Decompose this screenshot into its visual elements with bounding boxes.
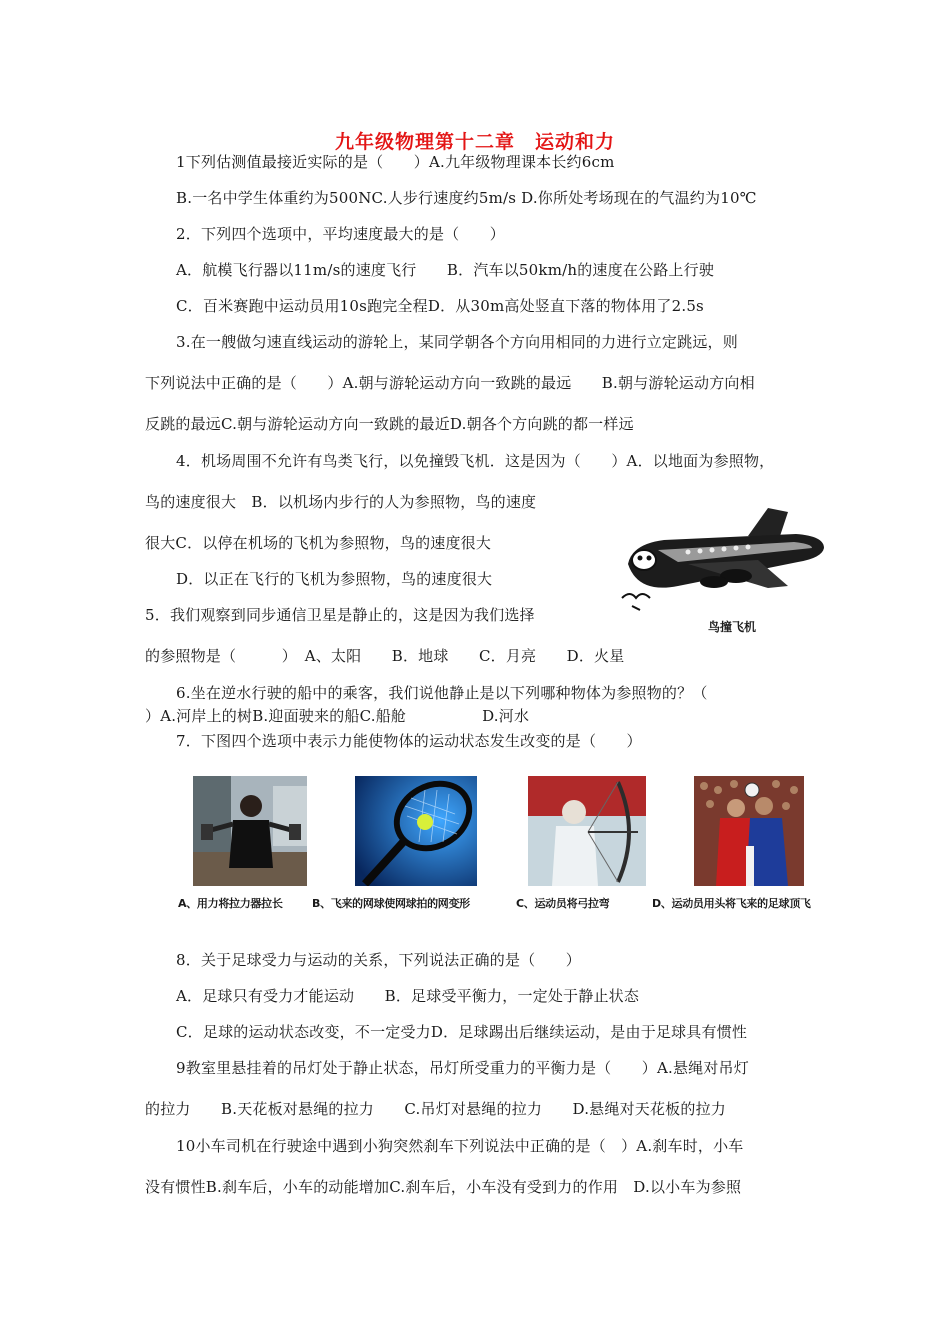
- q4-line-2: 鸟的速度很大 B．以机场内步行的人为参照物，鸟的速度: [145, 493, 537, 511]
- q8-line-1: 8．关于足球受力与运动的关系，下列说法正确的是（ ）: [176, 951, 581, 969]
- q10-line-1: 10小车司机在行驶途中遇到小狗突然刹车下列说法中正确的是（ ）A.刹车时，小车: [176, 1137, 744, 1155]
- q5-line-1: 5．我们观察到同步通信卫星是静止的，这是因为我们选择: [145, 606, 535, 624]
- q8-line-2: A．足球只有受力才能运动 B．足球受平衡力，一定处于静止状态: [176, 987, 640, 1005]
- q3-line-3: 反跳的最远C.朝与游轮运动方向一致跳的最近D.朝各个方向跳的都一样远: [145, 415, 634, 433]
- q3-line-1: 3.在一艘做匀速直线运动的游轮上，某同学朝各个方向用相同的力进行立定跳远，则: [176, 333, 738, 351]
- q3-line-2: 下列说法中正确的是（ ）A.朝与游轮运动方向一致跳的最远 B.朝与游轮运动方向相: [145, 374, 755, 392]
- q2-line-3: C．百米赛跑中运动员用10s跑完全程D．从30m高处竖直下落的物体用了2.5s: [176, 297, 704, 315]
- bird-plane-illustration: [618, 502, 830, 618]
- caption-b: B、飞来的网球使网球拍的网变形: [312, 897, 470, 910]
- photo-archery: [528, 776, 646, 886]
- q4-line-4: D．以正在飞行的飞机为参照物，鸟的速度很大: [176, 570, 493, 588]
- q6-line-1: 6.坐在逆水行驶的船中的乘客，我们说他静止是以下列哪种物体为参照物的？（: [176, 684, 708, 702]
- caption-a: A、用力将拉力器拉长: [178, 897, 283, 910]
- q4-line-3: 很大C．以停在机场的飞机为参照物，鸟的速度很大: [145, 534, 492, 552]
- q5-line-2: 的参照物是（ ） A、太阳 B．地球 C．月亮 D．火星: [145, 647, 625, 665]
- plane-caption: 鸟撞飞机: [708, 620, 757, 634]
- q2-line-1: 2．下列四个选项中，平均速度最大的是（ ）: [176, 225, 505, 243]
- q6-line-2: ）A.河岸上的树B.迎面驶来的船C.船舱 D.河水: [145, 707, 530, 725]
- q10-line-2: 没有惯性B.刹车后，小车的动能增加C.刹车后，小车没有受到力的作用 D.以小车为参照: [145, 1178, 742, 1196]
- q9-line-2: 的拉力 B.天花板对悬绳的拉力 C.吊灯对悬绳的拉力 D.悬绳对天花板的拉力: [145, 1100, 726, 1118]
- q2-line-2: A．航模飞行器以11m/s的速度飞行 B．汽车以50km/h的速度在公路上行驶: [176, 261, 715, 279]
- photo-football: [694, 776, 804, 886]
- q1-line-1: 1下列估测值最接近实际的是（ ）A.九年级物理课本长约6cm: [176, 153, 615, 171]
- caption-c: C、运动员将弓拉弯: [516, 897, 610, 910]
- q1-line-2: B.一名中学生体重约为500NC.人步行速度约5m/s D.你所处考场现在的气温约为10℃: [176, 189, 757, 207]
- q9-line-1: 9教室里悬挂着的吊灯处于静止状态，吊灯所受重力的平衡力是（ ）A.悬绳对吊灯: [176, 1059, 749, 1077]
- caption-d: D、运动员用头将飞来的足球顶飞: [652, 897, 811, 910]
- q4-line-1: 4．机场周围不允许有鸟类飞行，以免撞毁飞机．这是因为（ ）A．以地面为参照物，: [176, 452, 775, 470]
- page-title: 九年级物理第十二章 运动和力: [334, 131, 615, 153]
- photo-exerciser: [193, 776, 307, 886]
- q8-line-3: C．足球的运动状态改变，不一定受力D．足球踢出后继续运动，是由于足球具有惯性: [176, 1023, 748, 1041]
- q7-line-1: 7．下图四个选项中表示力能使物体的运动状态发生改变的是（ ）: [176, 732, 642, 750]
- photo-tennis: [355, 776, 477, 886]
